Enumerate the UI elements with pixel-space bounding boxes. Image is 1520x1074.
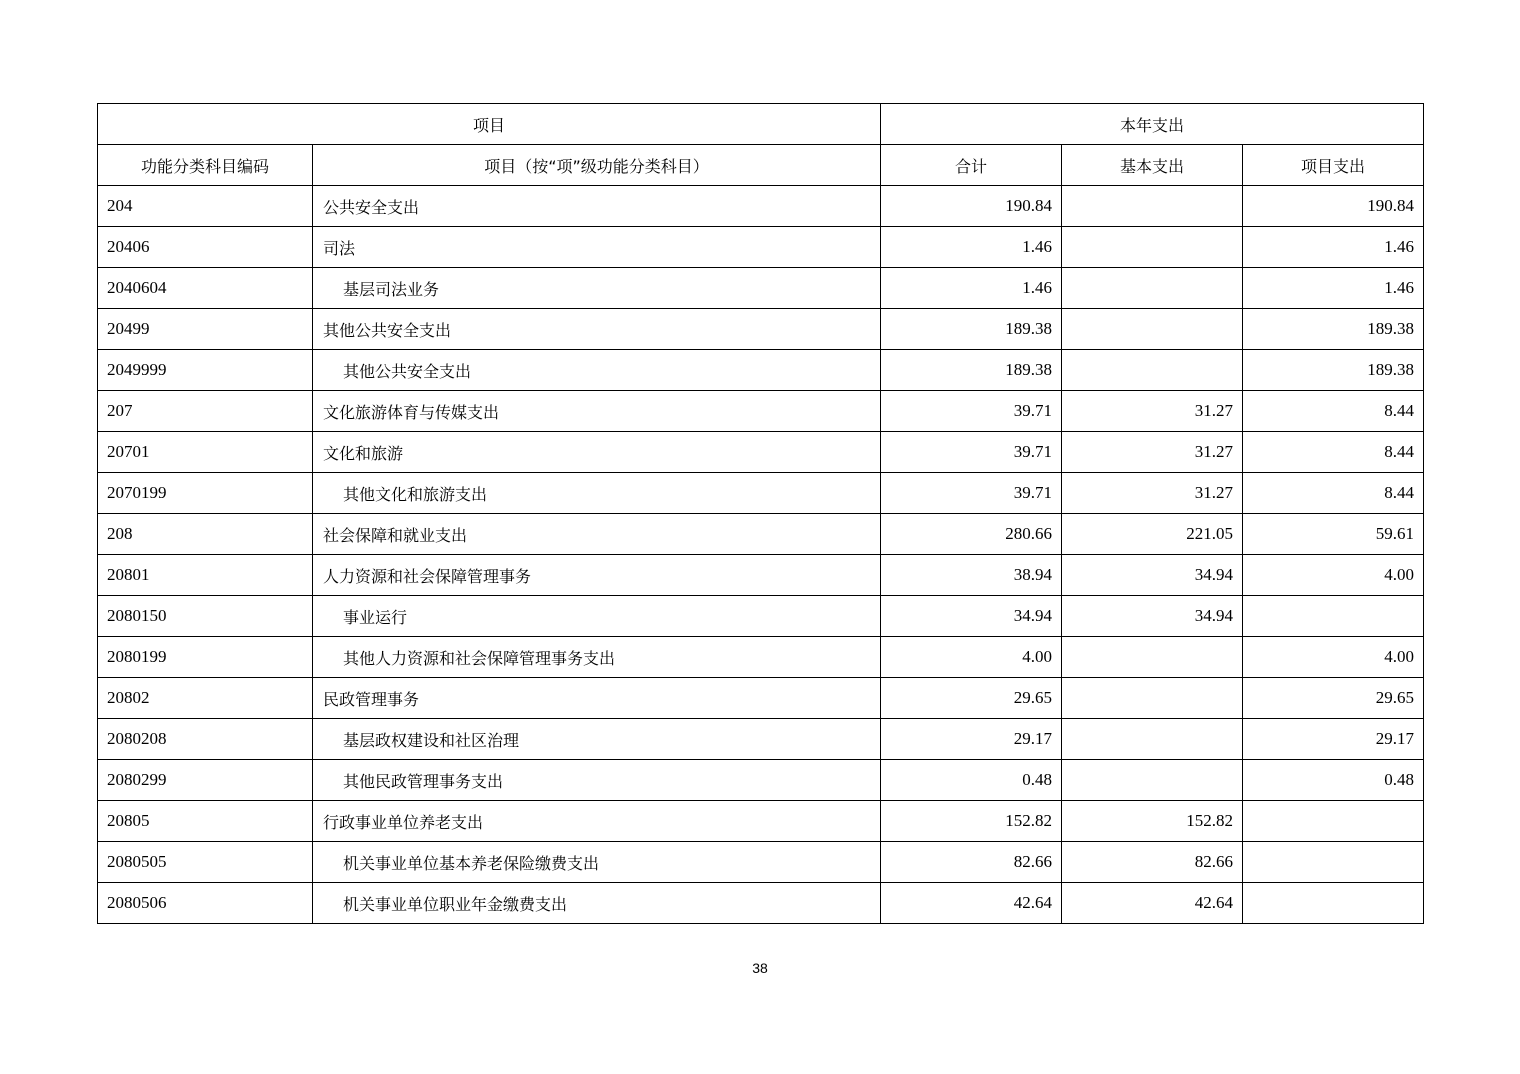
basic-cell: 82.66	[1062, 842, 1243, 883]
name-cell: 人力资源和社会保障管理事务	[313, 555, 881, 596]
item-cell: 190.84	[1243, 186, 1424, 227]
total-cell: 190.84	[881, 186, 1062, 227]
total-cell: 0.48	[881, 760, 1062, 801]
item-column-header: 项目支出	[1243, 145, 1424, 186]
name-cell: 文化旅游体育与传媒支出	[313, 391, 881, 432]
item-cell: 8.44	[1243, 432, 1424, 473]
total-cell: 4.00	[881, 637, 1062, 678]
total-cell: 34.94	[881, 596, 1062, 637]
item-cell: 189.38	[1243, 350, 1424, 391]
name-cell: 基层司法业务	[313, 268, 881, 309]
table-row	[98, 268, 1424, 309]
table-row	[98, 555, 1424, 596]
table-row	[98, 801, 1424, 842]
code-cell: 2070199	[98, 473, 313, 514]
table-row	[98, 678, 1424, 719]
table-row	[98, 309, 1424, 350]
basic-cell: 152.82	[1062, 801, 1243, 842]
total-cell: 189.38	[881, 309, 1062, 350]
name-cell: 文化和旅游	[313, 432, 881, 473]
code-cell: 2080150	[98, 596, 313, 637]
item-cell: 59.61	[1243, 514, 1424, 555]
item-cell: 189.38	[1243, 309, 1424, 350]
basic-cell	[1062, 227, 1243, 268]
basic-cell: 221.05	[1062, 514, 1243, 555]
name-cell: 社会保障和就业支出	[313, 514, 881, 555]
item-cell: 29.65	[1243, 678, 1424, 719]
name-cell: 事业运行	[313, 596, 881, 637]
name-cell: 行政事业单位养老支出	[313, 801, 881, 842]
basic-cell	[1062, 637, 1243, 678]
basic-cell: 34.94	[1062, 555, 1243, 596]
code-cell: 20802	[98, 678, 313, 719]
item-cell: 4.00	[1243, 637, 1424, 678]
basic-cell	[1062, 719, 1243, 760]
current-year-expense-header: 本年支出	[881, 104, 1424, 145]
table-row	[98, 842, 1424, 883]
name-cell: 基层政权建设和社区治理	[313, 719, 881, 760]
table-row	[98, 719, 1424, 760]
name-cell: 机关事业单位基本养老保险缴费支出	[313, 842, 881, 883]
basic-cell	[1062, 678, 1243, 719]
table-row	[98, 473, 1424, 514]
table-row	[98, 596, 1424, 637]
item-cell: 8.44	[1243, 473, 1424, 514]
table-row	[98, 637, 1424, 678]
basic-cell	[1062, 760, 1243, 801]
table-row	[98, 514, 1424, 555]
total-cell: 1.46	[881, 268, 1062, 309]
header-row-2	[98, 145, 1424, 186]
code-cell: 2080299	[98, 760, 313, 801]
table-body	[98, 186, 1424, 924]
table-row	[98, 350, 1424, 391]
basic-cell	[1062, 350, 1243, 391]
item-cell: 29.17	[1243, 719, 1424, 760]
code-column-header: 功能分类科目编码	[98, 145, 313, 186]
code-cell: 2080506	[98, 883, 313, 924]
code-cell: 204	[98, 186, 313, 227]
item-cell: 1.46	[1243, 227, 1424, 268]
name-column-header: 项目（按“项”级功能分类科目）	[313, 145, 881, 186]
name-cell: 其他文化和旅游支出	[313, 473, 881, 514]
table-row	[98, 760, 1424, 801]
basic-cell	[1062, 186, 1243, 227]
code-cell: 2080199	[98, 637, 313, 678]
total-cell: 39.71	[881, 391, 1062, 432]
item-cell: 4.00	[1243, 555, 1424, 596]
budget-expense-table	[97, 103, 1424, 924]
total-cell: 82.66	[881, 842, 1062, 883]
name-cell: 公共安全支出	[313, 186, 881, 227]
total-cell: 39.71	[881, 473, 1062, 514]
project-header: 项目	[98, 104, 881, 145]
header-row-1	[98, 104, 1424, 145]
total-cell: 189.38	[881, 350, 1062, 391]
name-cell: 其他公共安全支出	[313, 309, 881, 350]
total-cell: 38.94	[881, 555, 1062, 596]
item-cell: 8.44	[1243, 391, 1424, 432]
code-cell: 20801	[98, 555, 313, 596]
name-cell: 机关事业单位职业年金缴费支出	[313, 883, 881, 924]
basic-cell	[1062, 268, 1243, 309]
total-cell: 280.66	[881, 514, 1062, 555]
total-cell: 39.71	[881, 432, 1062, 473]
table-row	[98, 883, 1424, 924]
total-cell: 42.64	[881, 883, 1062, 924]
table-row	[98, 186, 1424, 227]
item-cell	[1243, 596, 1424, 637]
code-cell: 2080505	[98, 842, 313, 883]
item-cell	[1243, 883, 1424, 924]
page-number: 38	[752, 960, 768, 976]
basic-cell: 34.94	[1062, 596, 1243, 637]
basic-cell: 31.27	[1062, 391, 1243, 432]
code-cell: 20805	[98, 801, 313, 842]
total-cell: 1.46	[881, 227, 1062, 268]
total-cell: 29.17	[881, 719, 1062, 760]
total-column-header: 合计	[881, 145, 1062, 186]
name-cell: 其他公共安全支出	[313, 350, 881, 391]
basic-cell: 31.27	[1062, 432, 1243, 473]
basic-cell	[1062, 309, 1243, 350]
item-cell: 1.46	[1243, 268, 1424, 309]
basic-column-header: 基本支出	[1062, 145, 1243, 186]
total-cell: 152.82	[881, 801, 1062, 842]
name-cell: 民政管理事务	[313, 678, 881, 719]
basic-cell: 31.27	[1062, 473, 1243, 514]
code-cell: 20406	[98, 227, 313, 268]
item-cell	[1243, 801, 1424, 842]
basic-cell: 42.64	[1062, 883, 1243, 924]
table-row	[98, 227, 1424, 268]
table-row	[98, 432, 1424, 473]
name-cell: 其他民政管理事务支出	[313, 760, 881, 801]
item-cell	[1243, 842, 1424, 883]
name-cell: 其他人力资源和社会保障管理事务支出	[313, 637, 881, 678]
item-cell: 0.48	[1243, 760, 1424, 801]
code-cell: 2080208	[98, 719, 313, 760]
code-cell: 20701	[98, 432, 313, 473]
code-cell: 2049999	[98, 350, 313, 391]
code-cell: 208	[98, 514, 313, 555]
code-cell: 2040604	[98, 268, 313, 309]
code-cell: 207	[98, 391, 313, 432]
code-cell: 20499	[98, 309, 313, 350]
total-cell: 29.65	[881, 678, 1062, 719]
table-row	[98, 391, 1424, 432]
name-cell: 司法	[313, 227, 881, 268]
